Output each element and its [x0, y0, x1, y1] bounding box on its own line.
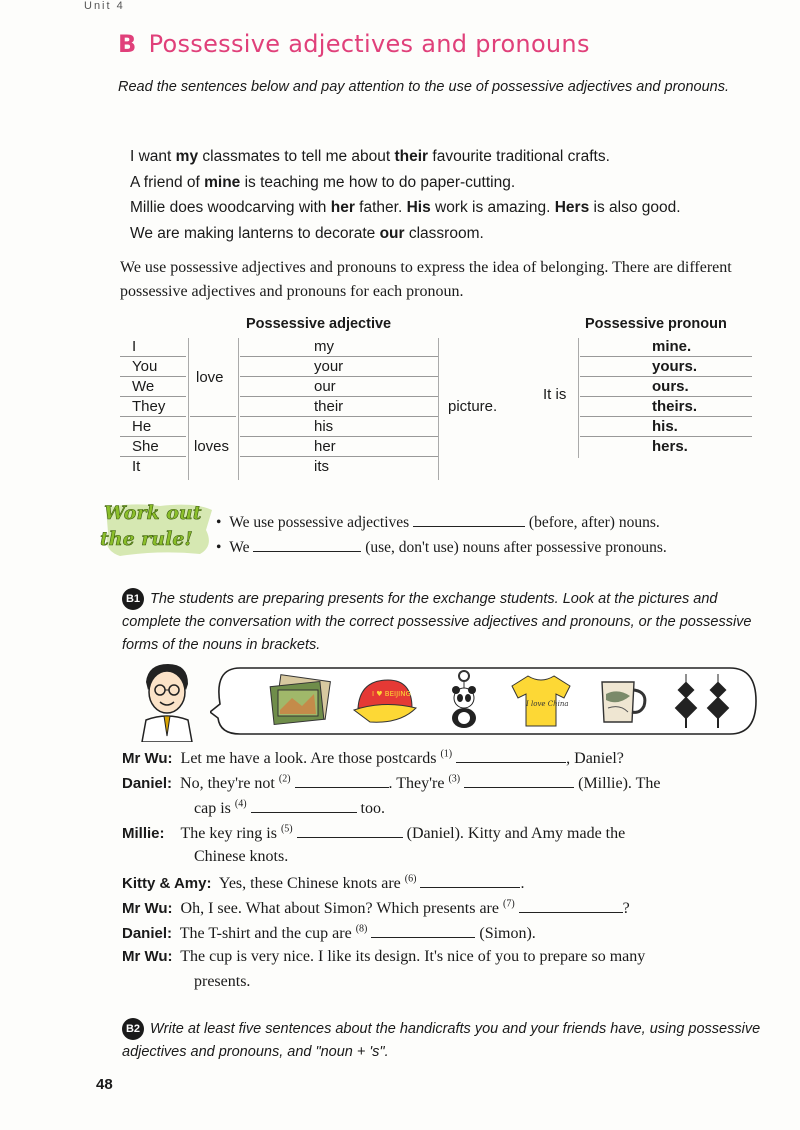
table-it-is: It is — [543, 386, 567, 403]
table-adjective: its — [314, 458, 329, 475]
section-title-text: Possessive adjectives and pronouns — [148, 30, 590, 58]
dialogue-line-3: Millie: The key ring is $^{(5)}$ (Daniel). Kitty and Amy made the — [122, 823, 626, 842]
intro-instruction: Read the sentences below and pay attention to the use of possessive adjectives and pronouns. — [118, 79, 730, 95]
dialogue-line-5: Mr Wu: Oh, I see. What about Simon? Which presents are $^{(7)}$ ? — [122, 898, 630, 917]
example-sentence: I want my classmates to tell me about their favourite traditional crafts. — [130, 148, 610, 165]
example-sentence: We are making lanterns to decorate our classroom. — [130, 224, 484, 242]
header-possessive-pronoun: Possessive pronoun — [585, 316, 727, 332]
table-pronoun: yours. — [652, 358, 698, 375]
chinese-knots-icon — [668, 672, 738, 730]
table-subject: They — [132, 398, 166, 415]
badge-line1: Work out — [104, 502, 202, 524]
boy-avatar-icon — [128, 660, 206, 742]
dialogue-line-7: Mr Wu: The cup is very nice. I like its design. It's nice of you to prepare so many — [122, 948, 646, 965]
cap-icon — [350, 674, 420, 728]
example-sentence: A friend of mine is teaching me how to do paper-cutting. — [130, 173, 516, 191]
t-shirt-label: I love China — [526, 700, 569, 708]
dialogue-line-4: Kitty & Amy: Yes, these Chinese knots are $^{(6)}$ . — [122, 873, 525, 892]
table-subject: I — [132, 338, 137, 355]
example-sentence: Millie does woodcarving with her father. His work is amazing. Hers is also good. — [130, 199, 681, 216]
b1-badge: B1 — [122, 588, 144, 610]
table-adjective: your — [314, 358, 344, 375]
table-pronoun: his. — [652, 418, 678, 435]
table-subject: It — [132, 458, 141, 475]
header-possessive-adjective: Possessive adjective — [246, 316, 392, 332]
postcards-icon — [268, 674, 332, 728]
section-letter: B — [118, 30, 137, 58]
table-pronoun: hers. — [652, 438, 688, 455]
table-subject: You — [132, 358, 158, 375]
dialogue-line-2: Daniel: No, they're not $^{(2)}$ . They're $^{(3)}$ (Millie). The — [122, 773, 661, 792]
key-ring-icon — [444, 670, 484, 730]
rule-1: • We use possessive adjectives (before, after) nouns. — [216, 514, 660, 531]
dialogue-line-1: Mr Wu: Let me have a look. Are those postcards $^{(1)}$ , Daniel? — [122, 748, 624, 767]
explanation-paragraph: We use possessive adjectives and pronouns to express the idea of belonging. There are different possessive adjectives and pronouns for each pronoun. — [120, 259, 732, 300]
cup-icon — [594, 674, 650, 728]
table-verb-loves: loves — [194, 438, 230, 455]
table-pronoun: theirs. — [652, 398, 698, 415]
table-adjective: our — [314, 378, 336, 395]
work-out-the-rule-badge — [100, 500, 220, 558]
dialogue-line-7-cont: presents. — [194, 973, 251, 990]
t-shirt-icon — [508, 672, 574, 730]
cap-label: I ♥ BEIJING — [372, 690, 411, 698]
table-verb-love: love — [196, 369, 224, 386]
table-pronoun: mine. — [652, 338, 692, 355]
page-number: 48 — [96, 1076, 113, 1093]
dialogue-line-3-cont: Chinese knots. — [194, 848, 289, 865]
dialogue-line-6: Daniel: The T-shirt and the cup are $^{(8)}$ (Simon). — [122, 923, 536, 942]
table-adjective: their — [314, 398, 344, 415]
grammar-table — [0, 0, 800, 490]
table-subject: He — [132, 418, 152, 435]
table-noun: picture. — [448, 398, 498, 415]
b2-badge: B2 — [122, 1018, 144, 1040]
b1-picture-strip — [128, 660, 758, 742]
unit-mark: Unit 4 — [84, 0, 125, 12]
rule-2: • We (use, don't use) nouns after possessive pronouns. — [216, 539, 667, 556]
table-pronoun: ours. — [652, 378, 689, 395]
badge-line2: the rule! — [100, 528, 193, 550]
table-adjective: his — [314, 418, 334, 435]
b2-instruction: B2 Write at least five sentences about the handicrafts you and your friends have, using possessive adjectives and pronouns, and "noun + 's". — [122, 1018, 762, 1064]
b1-instruction: B1 The students are preparing presents for the exchange students. Look at the pictures and complete the conversation with the correct possessive adjectives and pronouns, or the possessive forms of the nouns in brackets. — [122, 588, 762, 657]
table-subject: She — [132, 438, 159, 455]
table-subject: We — [132, 378, 155, 395]
table-adjective: my — [314, 338, 334, 355]
dialogue-line-2-cont: cap is $^{(4)}$ too. — [194, 798, 385, 817]
table-adjective: her — [314, 438, 336, 455]
